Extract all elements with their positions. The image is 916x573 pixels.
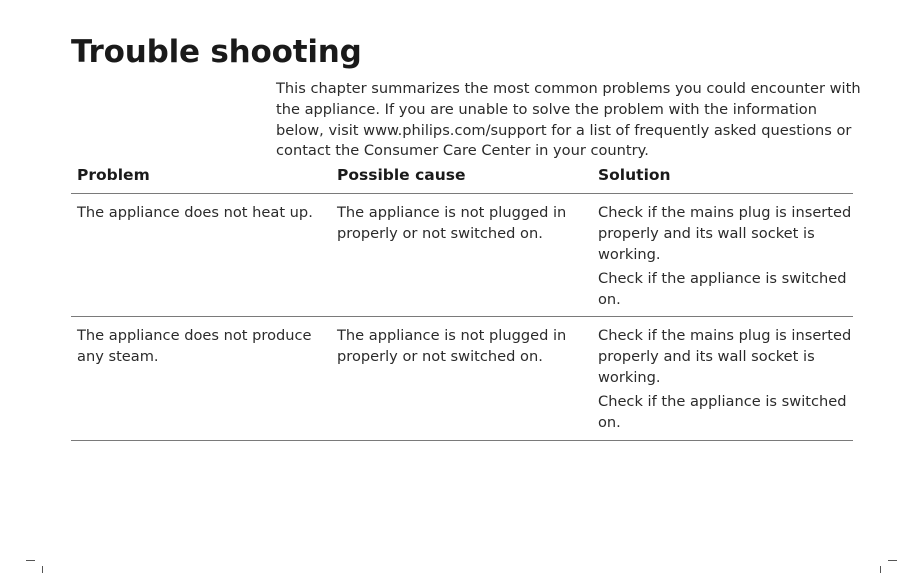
- cell-line: working.: [598, 368, 661, 386]
- intro-paragraph: [276, 79, 861, 162]
- solution-cell: [598, 326, 853, 434]
- cell-line: Check if the appliance is switched: [598, 393, 847, 411]
- solution-paragraph: [598, 392, 853, 434]
- cell-line: The appliance does not produce: [77, 327, 312, 344]
- cell-line: properly and its wall socket is: [598, 347, 815, 365]
- solution-paragraph: [598, 203, 853, 265]
- cell-line: The appliance is not plugged in: [337, 327, 567, 344]
- crop-mark-left-vertical: [42, 566, 43, 573]
- cell-line: Check if the mains plug is inserted: [598, 327, 852, 344]
- cell-line: properly or not switched on.: [337, 347, 543, 365]
- table-row: [71, 317, 853, 441]
- problem-cell: [77, 326, 317, 368]
- header-solution: Solution: [598, 166, 671, 184]
- solution-paragraph: [598, 326, 853, 388]
- cause-cell: [337, 326, 577, 368]
- cell-line: on.: [598, 414, 621, 432]
- intro-line: the appliance. If you are unable to solve the problem with the information: [276, 100, 817, 118]
- header-possible-cause: Possible cause: [337, 166, 466, 184]
- page-title: Trouble shooting: [71, 34, 362, 70]
- table-header-row: [71, 164, 853, 194]
- intro-line: This chapter summarizes the most common problems you could encounter with: [276, 80, 861, 97]
- table-row: [71, 194, 853, 317]
- intro-line: below, visit www.philips.com/support for a list of frequently asked questions or: [276, 121, 852, 139]
- problem-cell: [77, 203, 317, 224]
- cell-line: The appliance does not heat up.: [77, 204, 313, 221]
- crop-mark-left-horizontal: [26, 560, 35, 561]
- troubleshooting-table: [71, 164, 853, 441]
- header-problem: Problem: [77, 166, 150, 184]
- solution-cell: [598, 203, 853, 311]
- crop-mark-right-vertical: [880, 566, 881, 573]
- cell-line: Check if the appliance is switched: [598, 270, 847, 288]
- intro-line: contact the Consumer Care Center in your country.: [276, 142, 649, 160]
- crop-mark-right-horizontal: [888, 560, 897, 561]
- cell-line: The appliance is not plugged in: [337, 204, 567, 221]
- cell-line: any steam.: [77, 347, 159, 365]
- cause-cell: [337, 203, 577, 245]
- cell-line: properly or not switched on.: [337, 224, 543, 242]
- solution-paragraph: [598, 269, 853, 311]
- cell-line: Check if the mains plug is inserted: [598, 204, 852, 221]
- cell-line: properly and its wall socket is: [598, 224, 815, 242]
- cell-line: working.: [598, 245, 661, 263]
- cell-line: on.: [598, 291, 621, 309]
